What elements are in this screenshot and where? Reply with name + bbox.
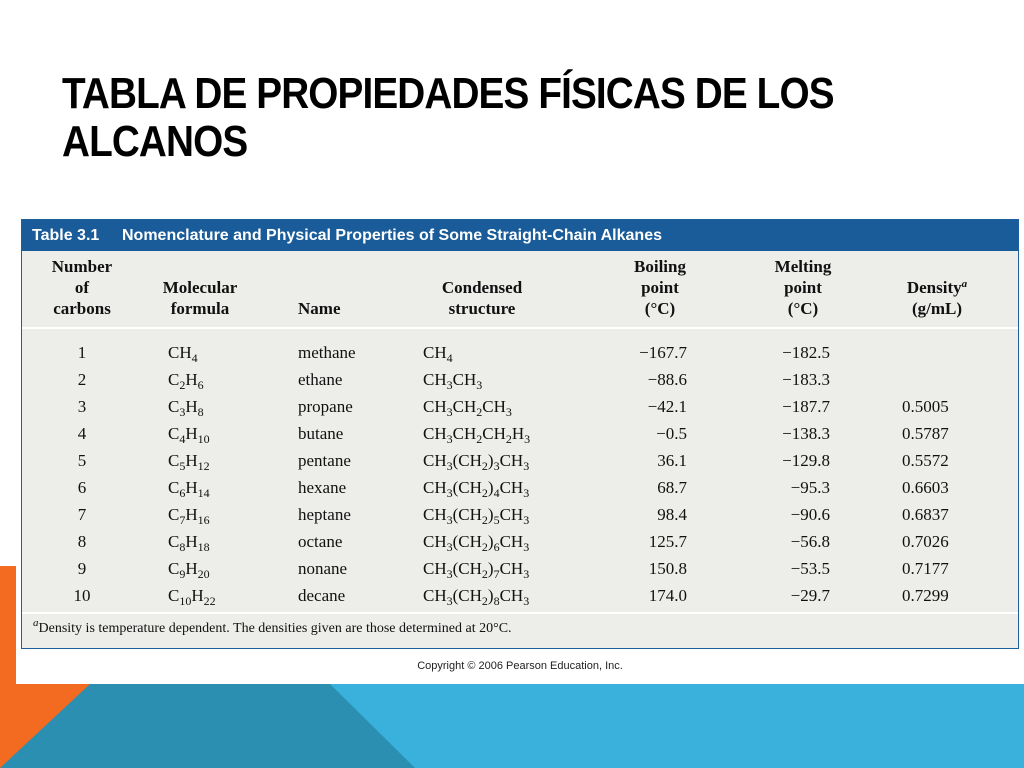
cell-name: ethane [298,370,343,389]
table-row [22,339,1018,366]
cell-structure: $CH_3CH_2CH_3$ [423,397,512,419]
cell-name: propane [298,397,353,416]
table-body [22,329,1018,611]
cell-bp: −167.7 [639,343,687,362]
cell-structure: $CH_3(CH_2)_4CH_3$ [423,478,530,500]
cell-structure: $CH_3CH_2CH_2H_3$ [423,424,531,446]
cell-n: 6 [77,478,87,497]
cell-density: 0.6603 [902,478,949,497]
cell-structure: $CH_3(CH_2)_7CH_3$ [423,559,530,581]
cell-n: 9 [77,559,87,578]
cell-formula: $CH_4$ [168,343,198,365]
cell-name: pentane [298,451,351,470]
cell-structure: $CH_3(CH_2)_3CH_3$ [423,451,530,473]
cell-bp: 150.8 [648,559,687,578]
cell-structure: $CH_3(CH_2)_8CH_3$ [423,586,530,608]
cell-bp: 125.7 [648,532,687,551]
table-footnote: $^a$Density is temperature dependent. The densities given are those determined at 20°C. [22,612,1018,648]
cell-mp: −138.3 [782,424,830,443]
col-density: Density$^a$ (g/mL) [906,278,968,318]
cell-name: hexane [298,478,347,497]
cell-density: 0.5787 [902,424,949,443]
cell-bp: 98.4 [657,505,687,524]
cell-n: 5 [77,451,87,470]
cell-formula: $C_5H_{12}$ [168,451,210,473]
cell-mp: −129.8 [782,451,830,470]
cell-formula: $C_7H_{16}$ [168,505,210,527]
cell-bp: −0.5 [656,424,687,443]
cell-density: 0.5572 [902,451,949,470]
cell-mp: −56.8 [790,532,830,551]
cell-n: 3 [77,397,87,416]
table-row [22,474,1018,501]
cell-n: 1 [77,343,87,362]
cell-formula: $C_3H_8$ [168,397,204,419]
table-caption-bar [22,220,1018,251]
decor-bottom-shapes [0,684,1024,768]
cell-bp: −88.6 [647,370,687,389]
cell-mp: −90.6 [790,505,830,524]
table-row [22,366,1018,393]
cell-formula: $C_{10}H_{22}$ [168,586,216,608]
cell-structure: $CH_3(CH_2)_6CH_3$ [423,532,530,554]
cell-formula: $C_4H_{10}$ [168,424,210,446]
table-row [22,420,1018,447]
cell-name: decane [298,586,346,605]
table-row [22,528,1018,555]
cell-n: 4 [77,424,87,443]
cell-bp: −42.1 [647,397,687,416]
table-row [22,582,1018,609]
table-row [22,393,1018,420]
cell-bp: 68.7 [657,478,687,497]
cell-formula: $C_9H_{20}$ [168,559,210,581]
table-caption: Nomenclature and Physical Properties of Some Straight-Chain Alkanes [122,226,662,244]
cell-name: octane [298,532,343,551]
cell-structure: $CH_4$ [423,343,453,365]
cell-structure: $CH_3CH_3$ [423,370,483,392]
cell-name: heptane [298,505,351,524]
col-melting-point: Melting point (°C) [774,257,832,318]
cell-mp: −95.3 [790,478,830,497]
cell-n: 8 [77,532,87,551]
cell-mp: −182.5 [782,343,830,362]
col-boiling-point: Boiling point (°C) [634,257,686,318]
col-name: Name [298,299,341,318]
table-label: Table 3.1 [32,226,100,244]
cell-formula: $C_6H_{14}$ [168,478,210,500]
cell-n: 2 [77,370,87,389]
cell-structure: $CH_3(CH_2)_5CH_3$ [423,505,530,527]
cell-density: 0.7299 [902,586,949,605]
cell-mp: −183.3 [782,370,830,389]
alkane-properties-table [21,219,1019,649]
cell-density: 0.6837 [902,505,949,524]
cell-name: butane [298,424,344,443]
col-molecular-formula: Molecular formula [162,278,238,318]
table-row [22,447,1018,474]
cell-mp: −53.5 [790,559,830,578]
page-title: TABLA DE PROPIEDADES FÍSICAS DE LOS ALCANOS [62,69,834,166]
table-row [22,501,1018,528]
cell-n: 10 [73,586,91,605]
cell-bp: 36.1 [657,451,687,470]
cell-formula: $C_2H_6$ [168,370,204,392]
decor-bottom-band [0,684,1024,768]
table-row [22,555,1018,582]
cell-density: 0.5005 [902,397,949,416]
cell-n: 7 [77,505,87,524]
col-condensed-structure: Condensed structure [441,278,523,318]
cell-formula: $C_8H_{18}$ [168,532,210,554]
cell-mp: −187.7 [782,397,830,416]
cell-density: 0.7026 [902,532,949,551]
cell-name: nonane [298,559,348,578]
cell-bp: 174.0 [648,586,687,605]
cell-name: methane [298,343,356,362]
cell-mp: −29.7 [790,586,830,605]
copyright-notice: Copyright © 2006 Pearson Education, Inc. [417,660,623,672]
cell-density: 0.7177 [902,559,949,578]
col-number-of-carbons: Number of carbons [51,257,113,318]
column-headers [22,251,1018,329]
